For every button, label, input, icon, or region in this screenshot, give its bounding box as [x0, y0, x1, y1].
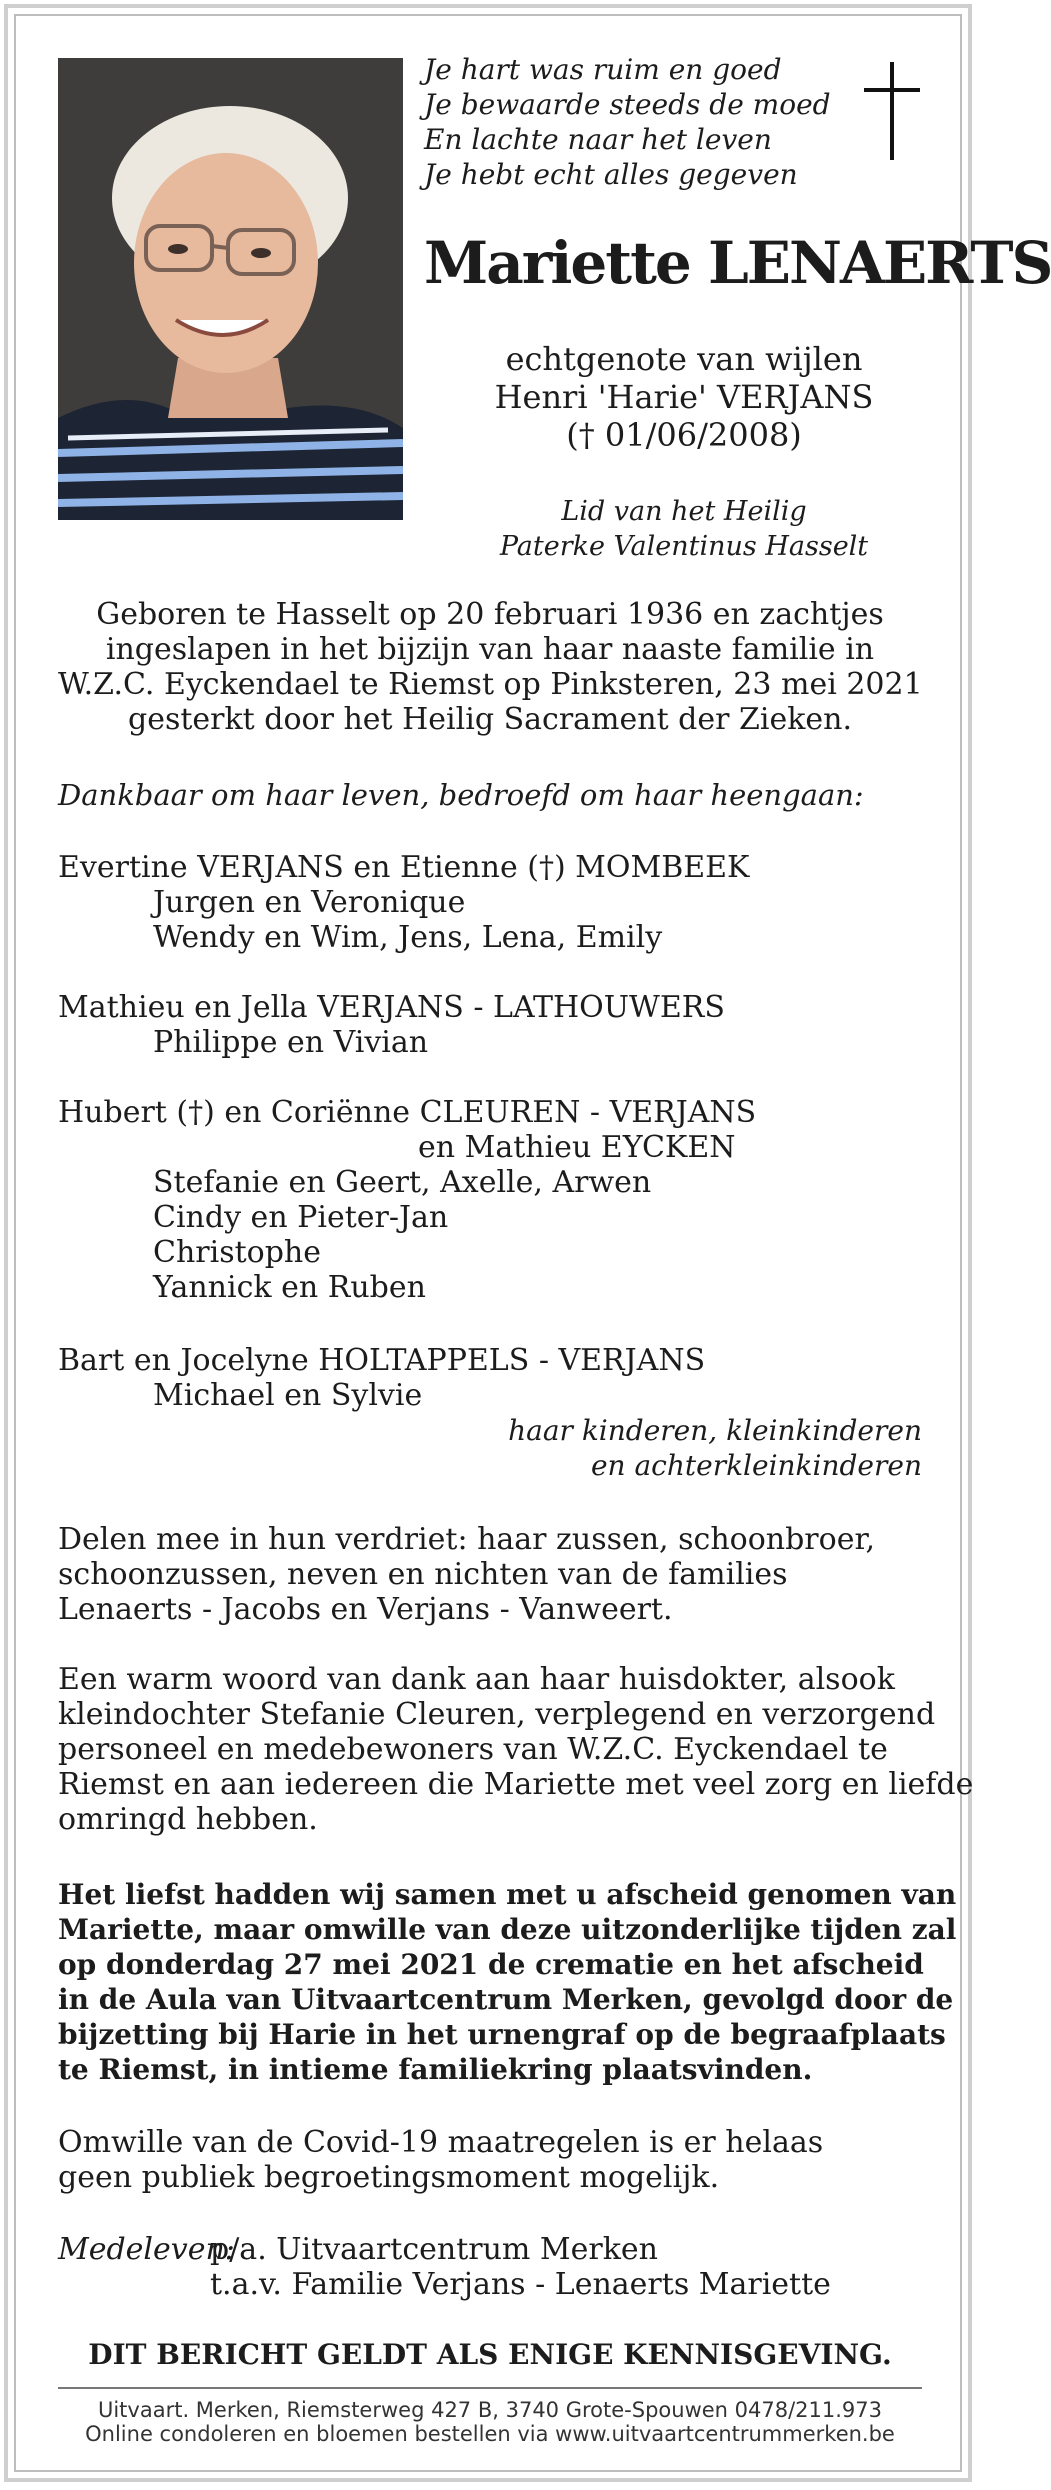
family-member: Wendy en Wim, Jens, Lena, Emily	[153, 920, 663, 955]
farewell-line: in de Aula van Uitvaartcentrum Merken, gevolgd door de	[58, 1983, 954, 2016]
portrait-photo	[58, 58, 403, 520]
family-member: Mathieu en Jella VERJANS - LATHOUWERS	[58, 990, 725, 1025]
gratitude-line: Dankbaar om haar leven, bedroefd om haar heengaan:	[58, 778, 864, 812]
family-role: en achterkleinkinderen	[590, 1449, 922, 1482]
family-member: Jurgen en Veronique	[153, 885, 466, 920]
membership-line: Lid van het Heilig	[561, 496, 807, 527]
cross-icon	[864, 62, 920, 160]
footer-divider	[58, 2387, 922, 2389]
birth-line: gesterkt door het Heilig Sacrament der Zieken.	[128, 702, 852, 737]
poem-line: Je hebt echt alles gegeven	[424, 158, 798, 191]
share-line: schoonzussen, neven en nichten van de families	[58, 1557, 788, 1592]
spouse-line: († 01/06/2008)	[566, 416, 802, 454]
thanks-line: Een warm woord van dank aan haar huisdokter, alsook	[58, 1662, 895, 1697]
birth-line: ingeslapen in het bijzijn van haar naaste familie in	[105, 632, 875, 667]
family-member: Bart en Jocelyne HOLTAPPELS - VERJANS	[58, 1343, 706, 1378]
footer-address: Uitvaart. Merken, Riemsterweg 427 B, 3740 Grote-Spouwen 0478/211.973	[97, 2398, 883, 2422]
membership-line: Paterke Valentinus Hasselt	[499, 531, 869, 562]
spouse-line: Henri 'Harie' VERJANS	[494, 378, 874, 416]
family-member: Christophe	[153, 1235, 322, 1270]
family-role: haar kinderen, kleinkinderen	[508, 1414, 922, 1447]
spouse-line: echtgenote van wijlen	[505, 340, 863, 378]
condolence-recipient: t.a.v. Familie Verjans - Lenaerts Mariette	[210, 2267, 831, 2302]
birth-line: W.Z.C. Eyckendael te Riemst op Pinksteren, 23 mei 2021	[58, 667, 923, 702]
farewell-line: bijzetting bij Harie in het urnengraf op de begraafplaats	[58, 2018, 946, 2051]
thanks-line: Riemst en aan iedereen die Mariette met veel zorg en liefde	[58, 1767, 974, 1802]
poem-line: Je hart was ruim en goed	[424, 53, 782, 86]
farewell-line: op donderdag 27 mei 2021 de crematie en het afscheid	[58, 1948, 924, 1981]
share-line: Lenaerts - Jacobs en Verjans - Vanweert.	[58, 1592, 673, 1627]
family-member: Evertine VERJANS en Etienne (†) MOMBEEK	[58, 850, 750, 885]
share-line: Delen mee in hun verdriet: haar zussen, schoonbroer,	[58, 1522, 876, 1557]
condolence-address: p/a. Uitvaartcentrum Merken	[210, 2232, 658, 2267]
family-member: Philippe en Vivian	[153, 1025, 429, 1060]
family-member: Hubert (†) en Coriënne CLEUREN - VERJANS	[58, 1095, 757, 1130]
footer-website: Online condoleren en bloemen bestellen via www.uitvaartcentrummerken.be	[85, 2422, 895, 2446]
notice-line: DIT BERICHT GELDT ALS ENIGE KENNISGEVING.	[88, 2338, 892, 2371]
deceased-name: Mariette LENAERTS	[424, 229, 1051, 297]
farewell-line: te Riemst, in intieme familiekring plaatsvinden.	[58, 2053, 813, 2086]
poem	[424, 52, 831, 192]
farewell-line: Mariette, maar omwille van deze uitzonderlijke tijden zal	[58, 1913, 957, 1946]
family-member: Michael en Sylvie	[153, 1378, 423, 1413]
poem-line: Je bewaarde steeds de moed	[424, 88, 831, 121]
membership	[424, 494, 944, 564]
thanks-line: personeel en medebewoners van W.Z.C. Eyckendael te	[58, 1732, 888, 1767]
family-member: Stefanie en Geert, Axelle, Arwen	[153, 1165, 652, 1200]
condolence-label: Medeleven:	[58, 2232, 235, 2267]
thanks-line: omringd hebben.	[58, 1802, 318, 1837]
family-member: Cindy en Pieter-Jan	[153, 1200, 449, 1235]
thanks-line: kleindochter Stefanie Cleuren, verplegend en verzorgend	[58, 1697, 936, 1732]
covid-line: Omwille van de Covid-19 maatregelen is er helaas	[58, 2125, 824, 2160]
birth-line: Geboren te Hasselt op 20 februari 1936 en zachtjes	[96, 597, 884, 632]
family-member: Yannick en Ruben	[153, 1270, 426, 1305]
spouse-info	[424, 340, 944, 454]
farewell-line: Het liefst hadden wij samen met u afscheid genomen van	[58, 1878, 957, 1911]
poem-line: En lachte naar het leven	[424, 123, 772, 156]
family-member: en Mathieu EYCKEN	[418, 1130, 736, 1165]
covid-line: geen publiek begroetingsmoment mogelijk.	[58, 2160, 720, 2195]
